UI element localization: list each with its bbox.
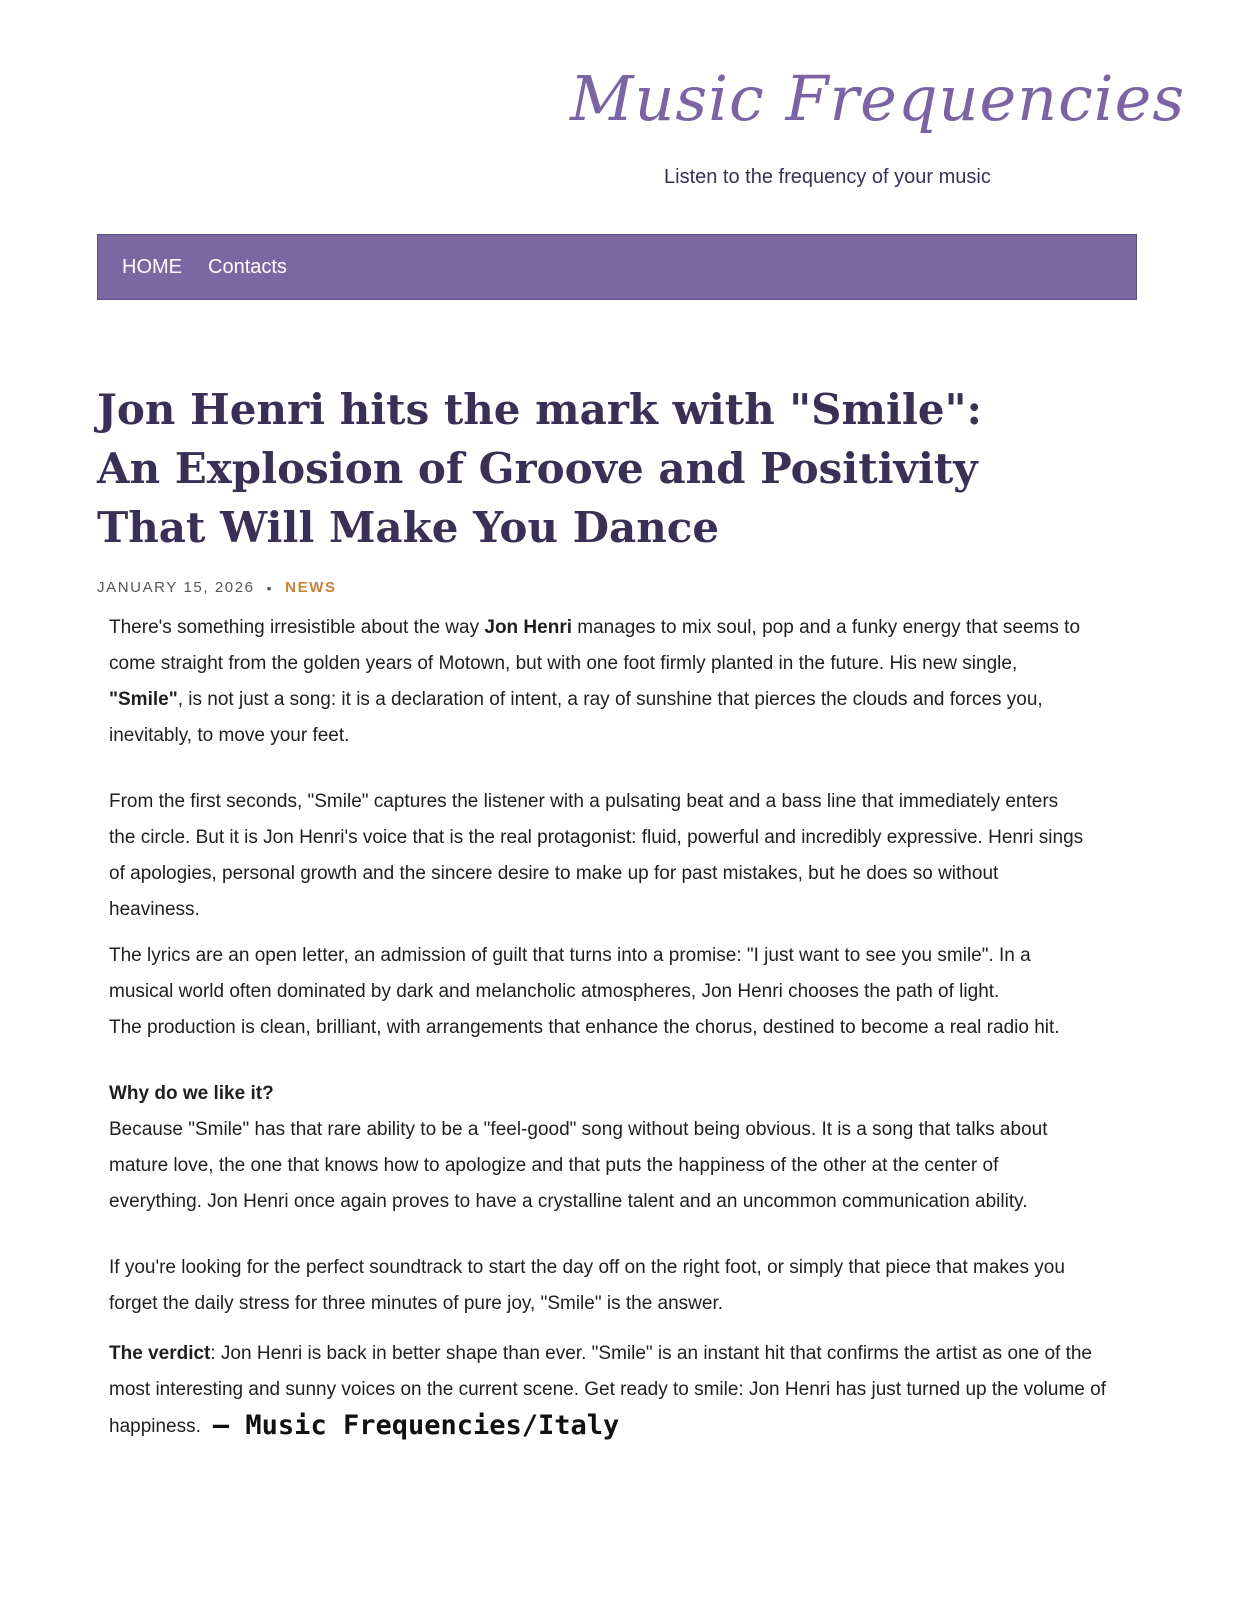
paragraph-soundtrack: If you're looking for the perfect soundtrack to start the day off on the right foot, or simply that piece that makes you forget the daily stress for three minutes of pure joy, "Smile" is the answer.: [109, 1257, 1065, 1314]
signature: – Music Frequencies/Italy: [212, 1410, 620, 1441]
category-link[interactable]: NEWS: [285, 579, 337, 596]
paragraph-intro: There's something irresistible about the way Jon Henri manages to mix soul, pop and a funky energy that seems to come straight from the golden years of Motown, but with one foot firmly planted in the future. His new single, "Smile", is not just a song: it is a declaration of intent, a ray of sunshine that pierces the clouds and forces you, inevitably, to move your feet.: [109, 617, 1081, 746]
article-title: Jon Henri hits the mark with "Smile": An Explosion of Groove and Positivity That Will Make You Dance: [97, 385, 982, 552]
meta-separator: •: [266, 579, 274, 596]
article-meta: [97, 579, 1117, 596]
why-heading: Why do we like it?: [109, 1083, 274, 1104]
main-nav: [97, 234, 1137, 300]
nav-item-contacts[interactable]: Contacts: [208, 255, 287, 278]
site-tagline: Listen to the frequency of your music: [664, 166, 991, 188]
site-title[interactable]: Music Frequencies: [570, 62, 1186, 135]
paragraph-why: Because "Smile" has that rare ability to be a "feel-good" song without being obvious. It is a song that talks about mature love, the one that knows how to apologize and that puts the happiness of the other at the center of everything. Jon Henri once again proves to have a crystalline talent and an uncommon communication ability.: [109, 1119, 1048, 1212]
article: [97, 380, 1117, 1445]
paragraph-first-seconds: From the first seconds, "Smile" captures the listener with a pulsating beat and a bass line that immediately enters the circle. But it is Jon Henri's voice that is the real protagonist: fluid, powerful and incredibly expressive. Henri sings of apologies, personal growth and the sincere desire to make up for past mistakes, but he does so without heaviness.: [109, 791, 1084, 920]
paragraph-verdict: The verdict: Jon Henri is back in better shape than ever. "Smile" is an instant hit that confirms the artist as one of the most interesting and sunny voices on the current scene. Get ready to smile: Jon Henri has just turned up the volume of happiness. – Music Frequencies/Italy: [109, 1343, 1106, 1441]
post-date: JANUARY 15, 2026: [97, 579, 255, 596]
article-body: [97, 610, 1106, 1445]
site-header: [0, 0, 1236, 230]
nav-item-home[interactable]: HOME: [122, 255, 182, 278]
verdict-label: The verdict: [109, 1343, 211, 1364]
paragraph-lyrics: The lyrics are an open letter, an admission of guilt that turns into a promise: "I just want to see you smile". In a musical world often dominated by dark and melancholic atmospheres, Jon Henri chooses the path of light. The production is clean, brilliant, with arrangements that enhance the chorus, destined to become a real radio hit.: [109, 945, 1060, 1038]
